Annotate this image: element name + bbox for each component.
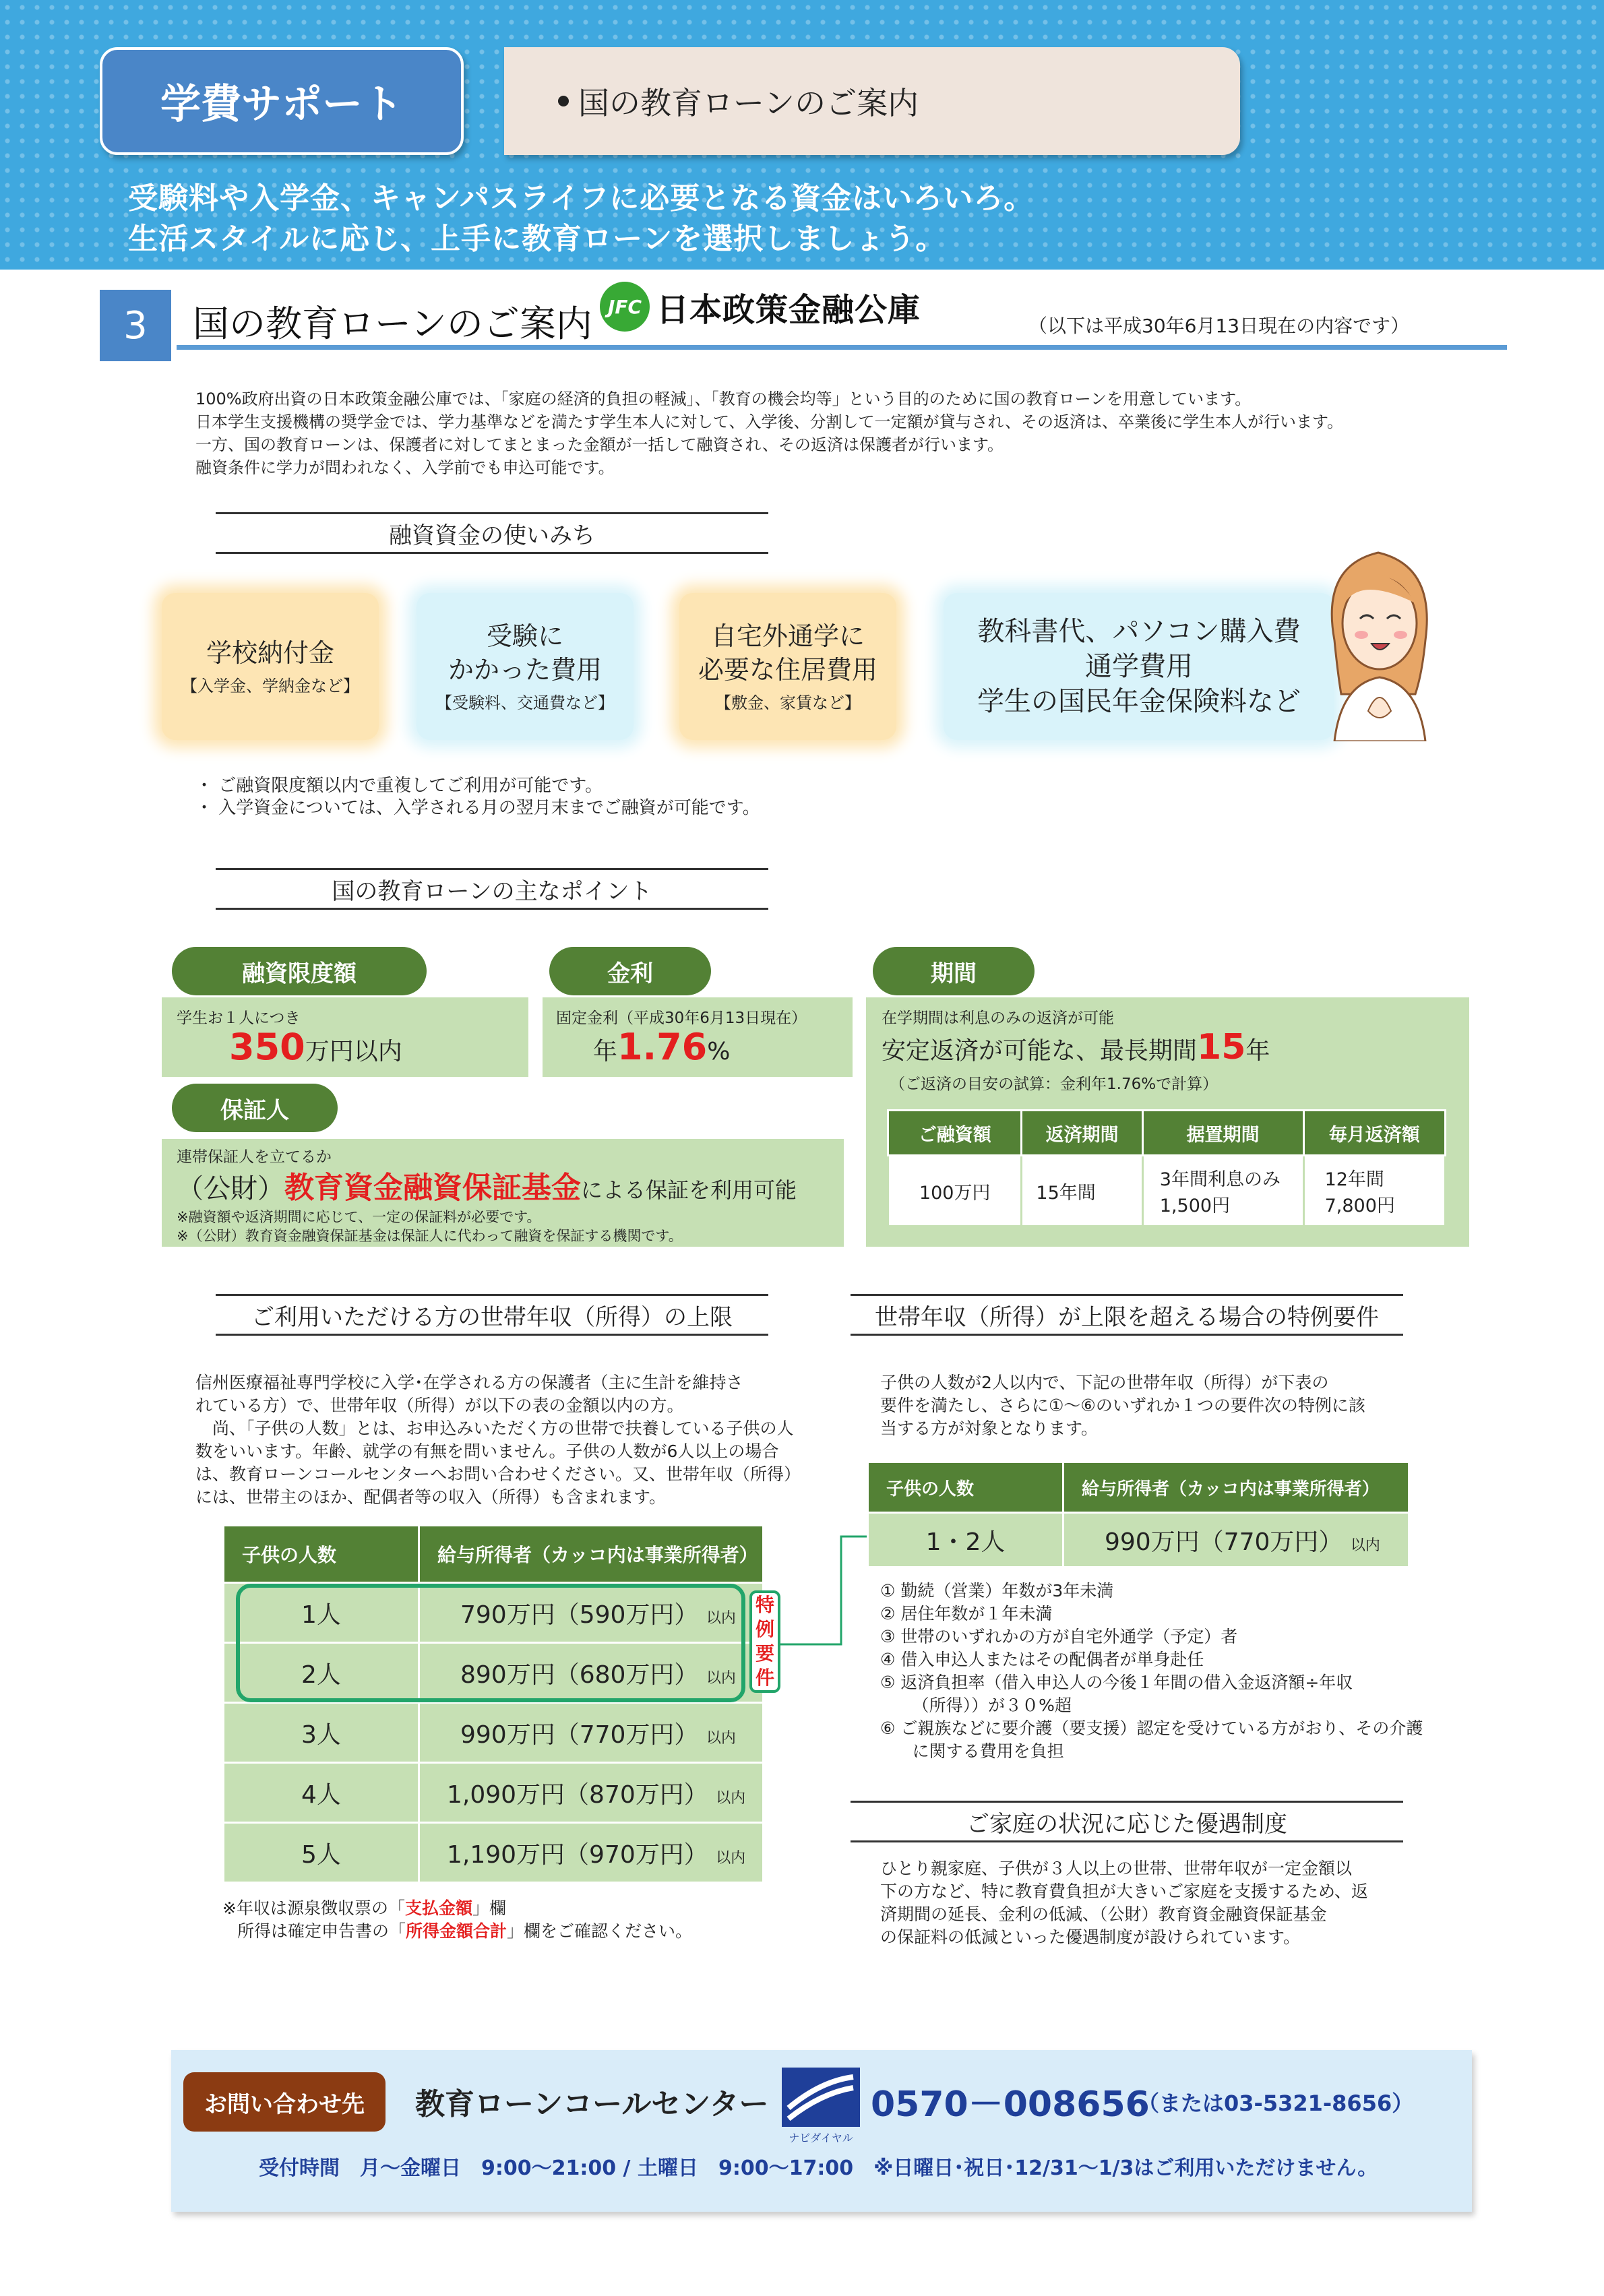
table-row [888,1156,1446,1227]
income-heading: ご利用いただける方の世帯年収（所得）の上限 [216,1294,768,1336]
income-body: れている方）で、世帯年収（所得）が以下の表の金額以内の方。 [195,1396,684,1415]
rate-value [593,1026,730,1068]
term-main [882,1027,1270,1067]
income-body: 数をいいます。年齢、就学の有無を問いません。子供の人数が6人以上の場合 [195,1441,779,1461]
special-item: ⑤ 返済負担率（借入申込人の今後１年間の借入金返済額÷年収 [880,1673,1353,1692]
income-header: 給与所得者（カッコ内は事業所得者） [419,1526,764,1583]
special-item: ⑥ ご親族などに要介護（要支援）認定を受けている方がおり、その介護 [880,1718,1423,1738]
note-text: ※年収は源泉徴収票の「 [222,1898,405,1918]
income-amount: 790万円（590万円） [460,1601,699,1629]
preferential-heading: ご家庭の状況に応じた優遇制度 [851,1801,1403,1842]
term-years: 15 [1197,1027,1246,1067]
jfc-logo-name: 日本政策金融公庫 [656,290,921,329]
use-box-school-fees [162,593,379,740]
limit-amount-unit: 万円以内 [305,1038,402,1065]
repayment-table [887,1109,1446,1227]
guarantor-org: 教育資金融資保証基金 [284,1171,581,1205]
use-box-sub: 【受験料、交通費など】 [436,693,614,712]
special-amount: 990万円（770万円） [1105,1528,1343,1556]
rate-pill: 金利 [549,947,711,995]
income-suffix: 以内 [706,1609,736,1627]
income-children: 3人 [224,1703,419,1763]
special-suffix: 以内 [1350,1537,1380,1554]
guarantor-note: ※（公財）教育資金融資保証基金は保証人に代わって融資を保証する機関です。 [177,1228,683,1244]
special-body: 子供の人数が2人以内で、下記の世帯年収（所得）が下表の [880,1373,1329,1392]
special-item: ② 居住年数が１年未満 [880,1604,1053,1623]
section-number: 3 [100,290,171,361]
call-center-name: 教育ローンコールセンター [415,2087,769,2121]
uses-heading: 融資資金の使いみち [216,512,768,554]
income-children: 1人 [224,1583,419,1643]
income-children: 4人 [224,1763,419,1823]
term-pill: 期間 [873,947,1035,995]
guarantor-main [177,1163,797,1206]
special-item: に関する費用を負担 [880,1741,1064,1761]
special-table [867,1461,1410,1568]
repayment-header: 返済期間 [1022,1111,1142,1156]
income-suffix: 以内 [716,1849,746,1867]
header-tab-label: 国の教育ローンのご案内 [578,85,919,121]
special-children: 1・2人 [868,1513,1063,1568]
limit-pill: 融資限度額 [172,947,427,995]
guarantor-pill: 保証人 [172,1084,338,1132]
repayment-header: ご融資額 [888,1111,1022,1156]
section-divider [177,345,1507,350]
income-body: には、世帯主のほか、配偶者等の収入（所得）も含まれます。 [195,1487,667,1507]
navi-dial-label: ナビダイヤル [789,2132,853,2144]
income-suffix: 以内 [706,1669,736,1687]
uses-note: ・ 入学資金については、入学される月の翌月末までご融資が可能です。 [195,798,760,818]
intro-line: 一方、国の教育ローンは、保護者に対してまとまった金額が一括して融資され、その返済は保護者が行います。 [195,435,1004,454]
table-row [224,1763,764,1823]
special-label: 特例要件 [755,1594,774,1689]
alt-phone-number[interactable]: （または03-5321-8656） [1138,2090,1414,2116]
repayment-cell: 3年間利息のみ 1,500円 [1142,1156,1303,1227]
special-body: 要件を満たし、さらに①～⑥のいずれか１つの要件次の特例に該 [880,1396,1365,1415]
guarantor-prefix: （公財） [177,1173,284,1204]
intro-line: 融資条件に学力が問われなく、入学前でも申込可能です。 [195,458,615,477]
income-body: は、教育ローンコールセンターへお問い合わせください。又、世帯年収（所得） [195,1464,801,1484]
note-highlight: 支払金額 [404,1898,472,1918]
repayment-header: 据置期間 [1142,1111,1303,1156]
rate-prefix: 年 [593,1038,618,1065]
special-item: （所得））が３０%超 [880,1696,1072,1715]
guarantor-note: ※融資額や返済期間に応じて、一定の保証料が必要です。 [177,1209,541,1225]
use-box-exam-costs [417,593,634,740]
income-suffix: 以内 [706,1729,736,1747]
points-heading: 国の教育ローンの主なポイント [216,868,768,910]
preferential-body: の保証料の低減といった優遇制度が設けられています。 [880,1927,1301,1947]
header-tab [504,47,1240,155]
term-year-unit: 年 [1245,1037,1270,1065]
special-header: 給与所得者（カッコ内は事業所得者） [1063,1462,1409,1513]
income-amount: 990万円（770万円） [460,1720,699,1749]
income-note-2 [237,1918,692,1942]
repayment-cell: 12年間 7,800円 [1303,1156,1445,1227]
header-line-2: 生活スタイルに応じ、上手に教育ローンを選択しましょう。 [128,222,946,256]
term-small: 在学期間は利息のみの返済が可能 [882,1010,1114,1027]
contact-label: お問い合わせ先 [183,2072,385,2132]
special-item: ③ 世帯のいずれかの方が自宅外通学（予定）者 [880,1627,1238,1646]
jfc-logo [600,282,921,332]
preferential-body: 済期間の延長、金利の低減、（公財）教育資金融資保証基金 [880,1904,1327,1924]
limit-amount [229,1026,402,1068]
special-highlight-outline [236,1584,745,1702]
term-main-prefix: 安定返済が可能な、最長期間 [882,1037,1198,1065]
use-box-main: 教科書代、パソコン購入費 通学費用 学生の国民年金保険料など [977,616,1301,717]
repayment-header: 毎月返済額 [1303,1111,1445,1156]
income-note-1 [222,1895,506,1919]
income-body: 信州医療福祉専門学校に入学･在学される方の保護者（主に生計を維持さ [195,1373,743,1392]
intro-line: 日本学生支援機構の奨学金では、学力基準などを満たす学生本人に対して、入学後、分割して一定額が貸与され、その返済は、卒業後に学生本人が行います。 [195,412,1344,431]
header-line-1: 受験料や入学金、キャンパスライフに必要となる資金はいろいろ。 [128,181,1035,216]
table-row [224,1823,764,1883]
bullet-icon [558,96,569,106]
use-box-sub: 【敷金、家賃など】 [715,693,861,712]
use-box-sub: 【入学金、学納金など】 [181,677,359,696]
category-tag: 学費サポート [100,47,464,155]
special-body: 当する方が対象となります。 [880,1419,1099,1438]
income-amount: 1,190万円（970万円） [447,1840,708,1869]
term-calc-note: （ご返済の目安の試算：金利年1.76%で計算） [890,1076,1219,1093]
preferential-body: ひとり親家庭、子供が３人以上の世帯、世帯年収が一定金額以 [880,1859,1353,1878]
income-header: 子供の人数 [224,1526,419,1583]
note-text: 」欄 [472,1898,506,1918]
income-amount: 1,090万円（870万円） [447,1780,708,1809]
rate-unit: % [707,1038,731,1065]
preferential-body: 下の方など、特に教育費負担が大きいご家庭を支援するため、返 [880,1882,1369,1901]
limit-amount-value: 350 [229,1026,305,1068]
phone-number[interactable]: 0570－008656 [871,2084,1150,2125]
intro-line: 100%政府出資の日本政策金融公庫では、「家庭の経済的負担の軽減」、「教育の機会均等」という目的のために国の教育ローンを用意しています。 [195,390,1252,408]
table-row [868,1513,1409,1568]
rate-number: 1.76 [617,1026,708,1068]
rate-small: 固定金利（平成30年6月13日現在） [556,1010,807,1027]
guarantor-small: 連帯保証人を立てるか [177,1148,332,1166]
guarantor-suffix: による保証を利用可能 [581,1177,797,1203]
girl-illustration [1314,539,1442,741]
special-header: 子供の人数 [868,1462,1063,1513]
income-table [222,1524,764,1884]
income-body: 尚、「子供の人数」とは、お申込みいただく方の世帯で扶養している子供の人 [195,1419,794,1438]
business-hours: 受付時間 月～金曜日 9:00～21:00 / 土曜日 9:00～17:00 ※日曜日･祝日･12/31～1/3はご利用いただけません。 [259,2157,1378,2180]
note-text: 所得は確定申告書の「 [237,1921,406,1941]
note-text: 」欄をご確認ください。 [507,1921,693,1941]
use-box-main: 受験に かかった費用 [448,621,602,685]
special-heading: 世帯年収（所得）が上限を超える場合の特例要件 [851,1294,1403,1336]
special-item: ① 勤続（営業）年数が3年未満 [880,1581,1114,1601]
income-children: 5人 [224,1823,419,1883]
uses-note: ・ ご融資限度額以内で重複してご利用が可能です。 [195,776,603,796]
section-title: 国の教育ローンのご案内 [193,303,592,345]
table-row [224,1703,764,1763]
repayment-cell: 15年間 [1022,1156,1142,1227]
income-suffix: 以内 [716,1789,746,1807]
note-highlight: 所得金額合計 [406,1921,507,1941]
income-amount: 890万円（680万円） [460,1661,699,1689]
use-box-other [944,593,1334,740]
use-box-housing [679,593,896,740]
navi-dial-logo [782,2068,860,2142]
as-of-date: （以下は平成30年6月13日現在の内容です） [1028,315,1410,337]
navi-dial-icon [782,2068,860,2127]
limit-small: 学生お１人につき [177,1010,301,1027]
income-children: 2人 [224,1643,419,1703]
use-box-main: 学校納付金 [206,638,334,668]
use-box-main: 自宅外通学に 必要な住居費用 [698,621,877,685]
repayment-cell: 100万円 [888,1156,1022,1227]
jfc-logo-icon: JFC [600,282,650,332]
special-item: ④ 借入申込人またはその配偶者が単身赴任 [880,1650,1204,1669]
